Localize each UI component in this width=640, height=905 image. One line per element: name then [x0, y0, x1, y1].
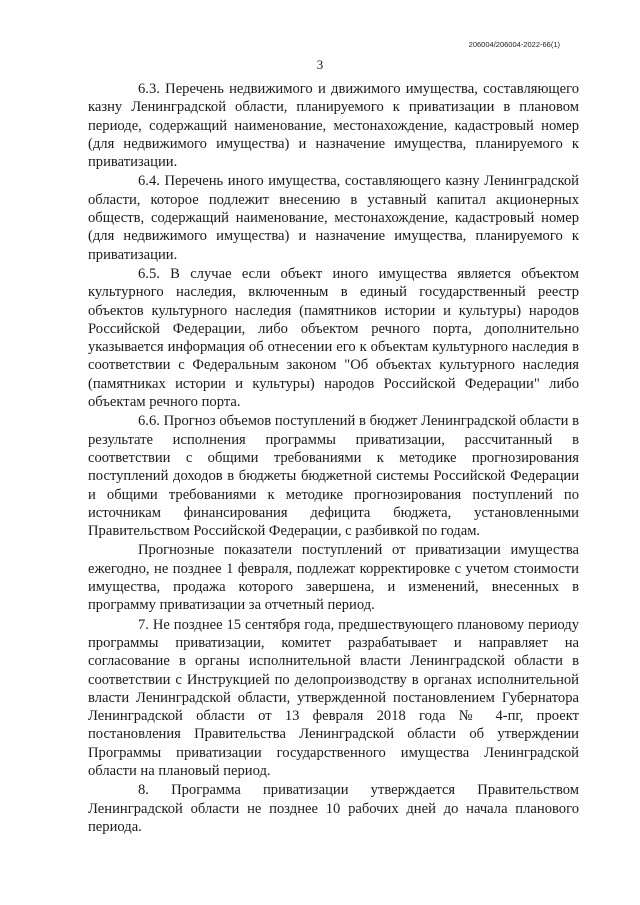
document-body	[88, 80, 579, 836]
paragraph-6-6: 6.6. Прогноз объемов поступлений в бюджет Ленинградской области в результате исполнения программы приватизации, рассчитанный в соответствии с общими требованиями к методике прогнозирования поступлений доходов в бюджеты бюджетной системы Российской Федерации и общими требованиями к методике прогнозирования поступлений по источникам финансирования дефицита бюджета, установленными Правительством Российской Федерации, с разбивкой по годам.	[88, 413, 579, 540]
paragraph-6-4: 6.4. Перечень иного имущества, составляющего казну Ленинградской области, которое подлежит внесению в уставный капитал акционерных обществ, содержащий наименование, местонахождение, кадастровый номер (для недвижимого имущества) и назначение имущества, планируемого к приватизации.	[88, 173, 579, 263]
page-number: 3	[316, 57, 324, 72]
document-id: 206004/206004-2022-66(1)	[468, 40, 560, 49]
paragraph-6-5: 6.5. В случае если объект иного имущества является объектом культурного наследия, включенным в единый государственный реестр объектов культурного наследия (памятников истории и культуры) народов Российской Федерации, либо объектом речного порта, дополнительно указывается информация об отнесении его к объектам культурного наследия в соответствии с Федеральным законом "Об объектах культурного наследия (памятниках истории и культуры) народов Российской Федерации" либо объектам речного порта.	[88, 265, 579, 411]
paragraph-7: 7. Не позднее 15 сентября года, предшествующего плановому периоду программы приватизации, комитет разрабатывает и направляет на согласование в органы исполнительной власти Ленинградской области в соответствии с Инструкцией по делопроизводству в органах исполнительной власти Ленинградской области, утвержденной постановлением Губернатора Ленинградской области от 13 февраля 2018 года № 4-пг, проект постановления Правительства Ленинградской области об утверждении Программы приватизации государственного имущества Ленинградской области на плановый период.	[88, 616, 579, 779]
paragraph-6-3: 6.3. Перечень недвижимого и движимого имущества, составляющего казну Ленинградской области, планируемого к приватизации в плановом периоде, содержащий наименование, местонахождение, кадастровый номер (для недвижимого имущества) и назначение имущества, планируемого к приватизации.	[88, 81, 579, 171]
paragraph-8: 8. Программа приватизации утверждается Правительством Ленинградской области не позднее 10 рабочих дней до начала планового периода.	[88, 782, 579, 835]
paragraph-forecast-indicators: Прогнозные показатели поступлений от приватизации имущества ежегодно, не позднее 1 февраля, подлежат корректировке с учетом стоимости имущества, продажа которого завершена, и изменений, внесенных в программу приватизации за отчетный период.	[88, 542, 579, 614]
